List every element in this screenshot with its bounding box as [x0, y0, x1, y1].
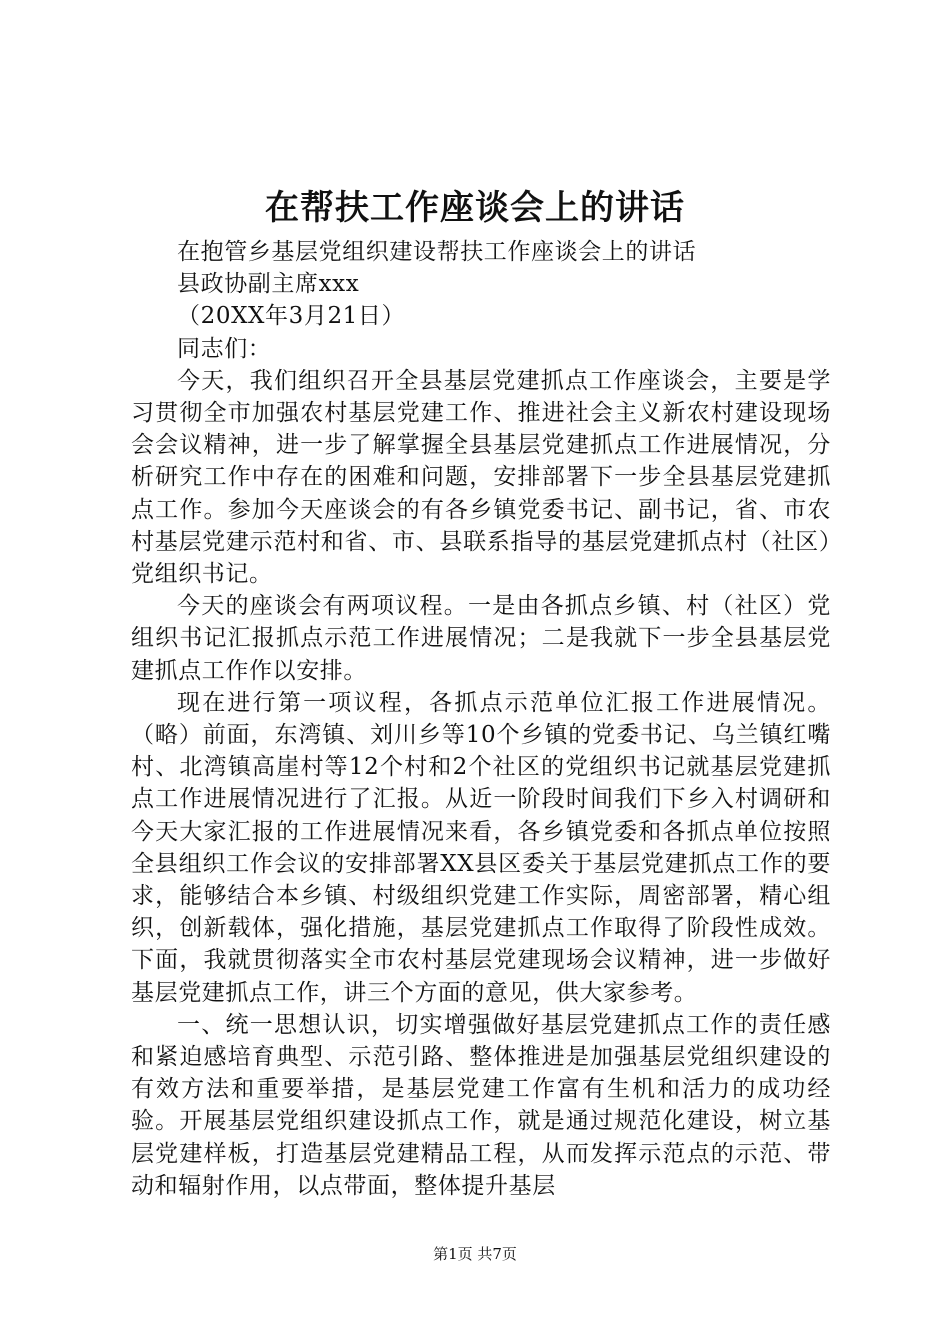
salutation-paragraph: 同志们：: [177, 335, 272, 362]
subtitle-paragraph: 在抱管乡基层党组织建设帮扶工作座谈会上的讲话: [177, 239, 697, 265]
speaker-paragraph: 县政协副主席xxx: [177, 271, 360, 298]
document-body: [131, 236, 831, 1202]
body-paragraph: 今天，我们组织召开全县基层党建抓点工作座谈会，主要是学习贯彻全市加强农村基层党建工作、推进社会主义新农村建设现场会会议精神，进一步了解掌握全县基层党建抓点工作进展情况，分析研究工作中存在的困难和问题，安排部署下一步全县基层党建抓点工作。参加今天座谈会的有各乡镇党委书记、副书记，省、市农村基层党建示范村和省、市、县联系指导的基层党建抓点村（社区）党组织书记。: [131, 367, 831, 588]
body-paragraph: 现在进行第一项议程，各抓点示范单位汇报工作进展情况。（略）前面，东湾镇、刘川乡等10个乡镇的党委书记、乌兰镇红嘴村、北湾镇高崖村等12个村和2个社区的党组织书记就基层党建抓点工作进展情况进行了汇报。从近一阶段时间我们下乡入村调研和今天大家汇报的工作进展情况来看，各乡镇党委和各抓点单位按照全县组织工作会议的安排部署XX县区委关于基层党建抓点工作的要求，能够结合本乡镇、村级组织党建工作实际，周密部署，精心组织，创新载体，强化措施，基层党建抓点工作取得了阶段性成效。下面，我就贯彻落实全市农村基层党建现场会议精神，进一步做好基层党建抓点工作，讲三个方面的意见，供大家参考。: [131, 689, 831, 1006]
body-paragraph: 一、统一思想认识，切实增强做好基层党建抓点工作的责任感和紧迫感培育典型、示范引路、整体推进是加强基层党组织建设的有效方法和重要举措，是基层党建工作富有生机和活力的成功经验。开展基层党组织建设抓点工作，就是通过规范化建设，树立基层党建样板，打造基层党建精品工程，从而发挥示范点的示范、带动和辐射作用，以点带面，整体提升基层: [131, 1011, 831, 1199]
document-title: 在帮扶工作座谈会上的讲话: [265, 188, 685, 228]
date-paragraph: （20XX年3月21日）: [177, 303, 406, 330]
body-paragraph: 今天的座谈会有两项议程。一是由各抓点乡镇、村（社区）党组织书记汇报抓点示范工作进展情况；二是我就下一步全县基层党建抓点工作作以安排。: [131, 593, 831, 684]
page-footer: 第1页 共7页: [433, 1245, 517, 1263]
